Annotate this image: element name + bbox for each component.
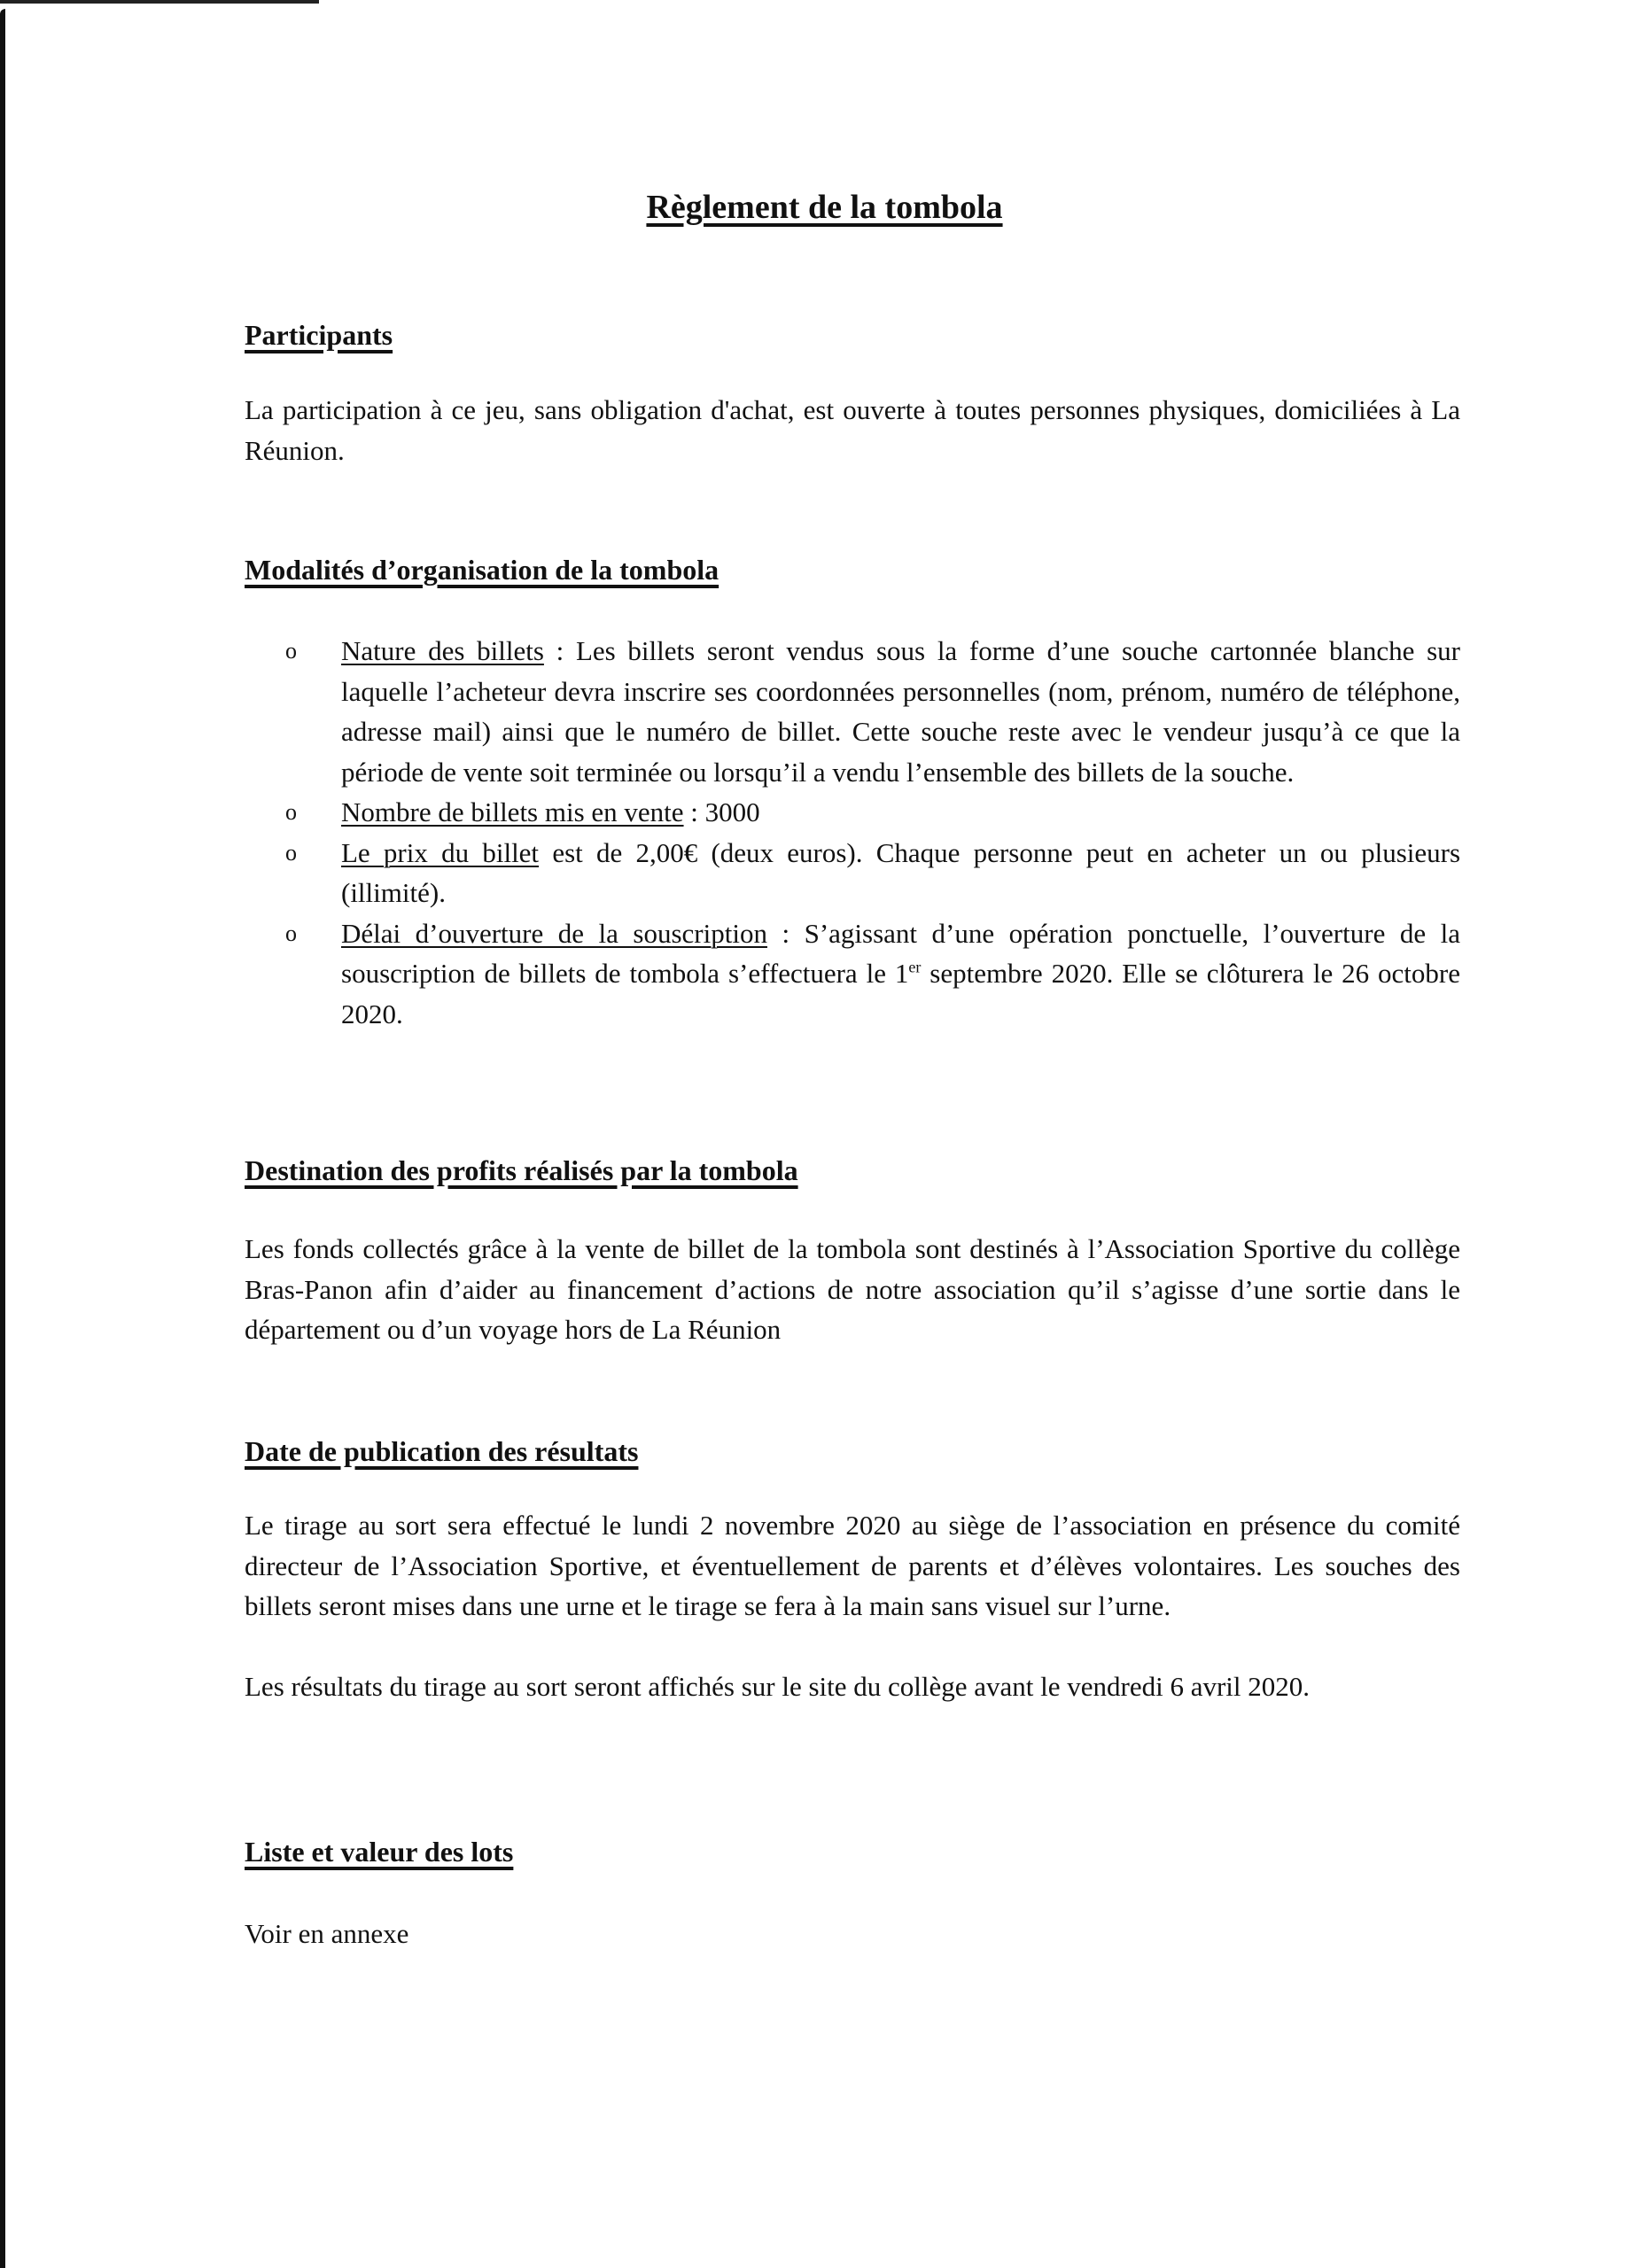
list-item-nombre [285, 792, 1460, 833]
document-title [0, 188, 1649, 227]
list-item-nature [285, 631, 1460, 792]
item-text: S’agissant d’une opération ponctuelle, l’ouverture de la souscription de billets de tombola s’effectuera le 1 [341, 917, 1460, 989]
bullet-circle-icon: o [285, 799, 297, 825]
item-text: est de 2,00€ (deux euros). Chaque personne peut en acheter un ou plusieurs (illimité). [341, 836, 1461, 908]
list-item-prix [285, 833, 1460, 913]
destination-text: Les fonds collectés grâce à la vente de billet de la tombola sont destinés à l’Association Sportive du collège Bras-Panon afin d’aider au financement d’actions de notre association qu’il s’agisse d’une sortie dans le département ou d’un voyage hors de La Réunion [245, 1233, 1460, 1345]
item-label: Nature des billets [341, 635, 544, 666]
lots-text: Voir en annexe [245, 1918, 409, 1949]
participants-text: La participation à ce jeu, sans obligation d'achat, est ouverte à toutes personnes physiques, domiciliées à La Réunion. [245, 394, 1460, 466]
item-label: Délai d’ouverture de la souscription [341, 917, 767, 949]
heading-modalites: Modalités d’organisation de la tombola [245, 554, 719, 586]
item-text-continued: septembre 2020. Elle se clôturera le 26 octobre 2020. [341, 958, 1460, 1029]
bullet-circle-icon: o [285, 920, 297, 946]
heading-publication: Date de publication des résultats [245, 1435, 639, 1467]
heading-destination: Destination des profits réalisés par la tombola [245, 1154, 798, 1186]
item-sep: : [766, 917, 805, 949]
publication-results-text: Les résultats du tirage au sort seront affichés sur le site du collège avant le vendredi 6 avril 2020. [245, 1671, 1311, 1702]
heading-lots: Liste et valeur des lots [245, 1836, 514, 1868]
bullet-circle-icon: o [285, 638, 297, 664]
modalites-list [285, 631, 1460, 1034]
publication-text: Le tirage au sort sera effectué le lundi 2 novembre 2020 au siège de l’association en présence du comité directeur de l’Association Sportive, et éventuellement de parents et d’élèves volontaires. Les souches des billets seront mises dans une urne et le tirage se fera à la main sans visuel sur l’urne. [245, 1510, 1460, 1621]
heading-participants: Participants [245, 319, 393, 351]
item-label: Nombre de billets mis en vente [341, 796, 684, 827]
list-item-delai [285, 913, 1460, 1035]
document-title-text: Règlement de la tombola [646, 189, 1003, 226]
scan-edge-top [0, 0, 319, 4]
item-label: Le prix du billet [341, 836, 540, 868]
item-text: Les billets seront vendus sous la forme d’une souche cartonnée blanche sur laquelle l’acheteur devra inscrire ses coordonnées personnelles (nom, prénom, numéro de téléphone, adresse mail) ainsi que le numéro de billet. Cette souche reste avec le vendeur jusqu’à ce que la période de vente soit terminée ou lorsqu’il a vendu l’ensemble des billets de la souche. [341, 635, 1460, 788]
item-sep: : [683, 796, 705, 827]
item-sep: : [543, 635, 576, 666]
ordinal-superscript: er [908, 958, 922, 976]
item-sep [539, 837, 552, 868]
item-text: 3000 [704, 796, 760, 827]
bullet-circle-icon: o [285, 839, 297, 866]
scan-edge-left [0, 9, 5, 2268]
